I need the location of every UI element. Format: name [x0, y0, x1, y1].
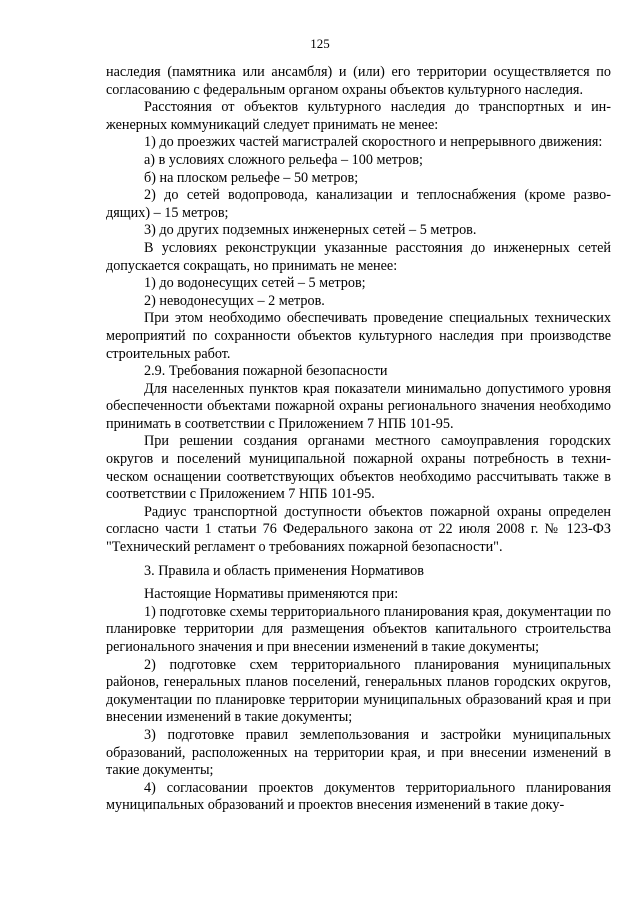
list-item: 1) подготовке схемы территориального планирования края, документации по планировке территории для размещения объектов капитального строительства регионального значения и при внесении изменений в такие документы; — [106, 603, 611, 655]
paragraph: При решении создания органами местного самоуправления городских округов и поселений муниципальной пожарной охраны потребность в техническом оснащении соответствующих объектов необходимо рассчитывать также в соответствии с Приложением 7 НПБ 101-95. — [106, 433, 611, 503]
paragraph: Радиус транспортной доступности объектов пожарной охраны определен согласно части 1 статьи 76 Федерального закона от 22 июля 2008 г. № 123-ФЗ "Технический регламент о требованиях пожарной безопасности". — [106, 503, 611, 556]
paragraph: 1) до водонесущих сетей – 5 метров; — [144, 275, 366, 292]
paragraph: При этом необходимо обеспечивать проведение специальных технических мероприятий по сохранности объектов культурного наследия при производстве строительных работ. — [106, 310, 611, 362]
paragraph: Расстояния от объектов культурного наследия до транспортных и инженерных коммуникаций следует принимать не менее: — [106, 99, 611, 133]
paragraph: а) в условиях сложного рельефа – 100 метров; — [144, 151, 423, 168]
list-item: 3) подготовке правил землепользования и застройки муниципальных образований, расположенных на территории края, и при внесении изменений в такие документы; — [106, 726, 611, 779]
paragraph: 2) неводонесущих – 2 метров. — [144, 292, 325, 309]
section-heading: 2.9. Требования пожарной безопасности — [144, 363, 388, 380]
list-item: 4) согласовании проектов документов территориального планирования муниципальных образований и проектов внесения изменений в такие доку- — [106, 779, 611, 814]
paragraph: 1) до проезжих частей магистралей скоростного и непрерывного движения: — [144, 134, 603, 151]
paragraph: В условиях реконструкции указанные расстояния до инженерных сетей допускается сокращать, но принимать не менее: — [106, 239, 611, 274]
paragraph: Для населенных пунктов края показатели минимально допустимого уровня обеспеченности объектами пожарной охраны регионального значения необходимо принимать в соответствии с Приложением 7 НПБ 101-95. — [106, 380, 611, 432]
paragraph: наследия (памятника или ансамбля) и (или) его территории осуществляется по согласованию с федеральным органом охраны объектов культурного наследия. — [106, 64, 611, 98]
paragraph: Настоящие Нормативы применяются при: — [144, 586, 399, 603]
page-body — [106, 64, 611, 815]
section-heading: 3. Правила и область применения Нормативов — [144, 562, 424, 579]
page-number: 125 — [310, 36, 330, 51]
paragraph: 2) до сетей водопровода, канализации и теплоснабжения (кроме разводящих) – 15 метров; — [106, 187, 611, 221]
list-item: 2) подготовке схем территориального планирования муниципальных районов, генеральных планов поселений, генеральных планов городских округов, документации по планировке территории муниципальных образований края и при внесении изменений в такие документы; — [106, 656, 611, 726]
paragraph: 3) до других подземных инженерных сетей – 5 метров. — [144, 222, 477, 239]
paragraph: б) на плоском рельефе – 50 метров; — [144, 169, 359, 186]
